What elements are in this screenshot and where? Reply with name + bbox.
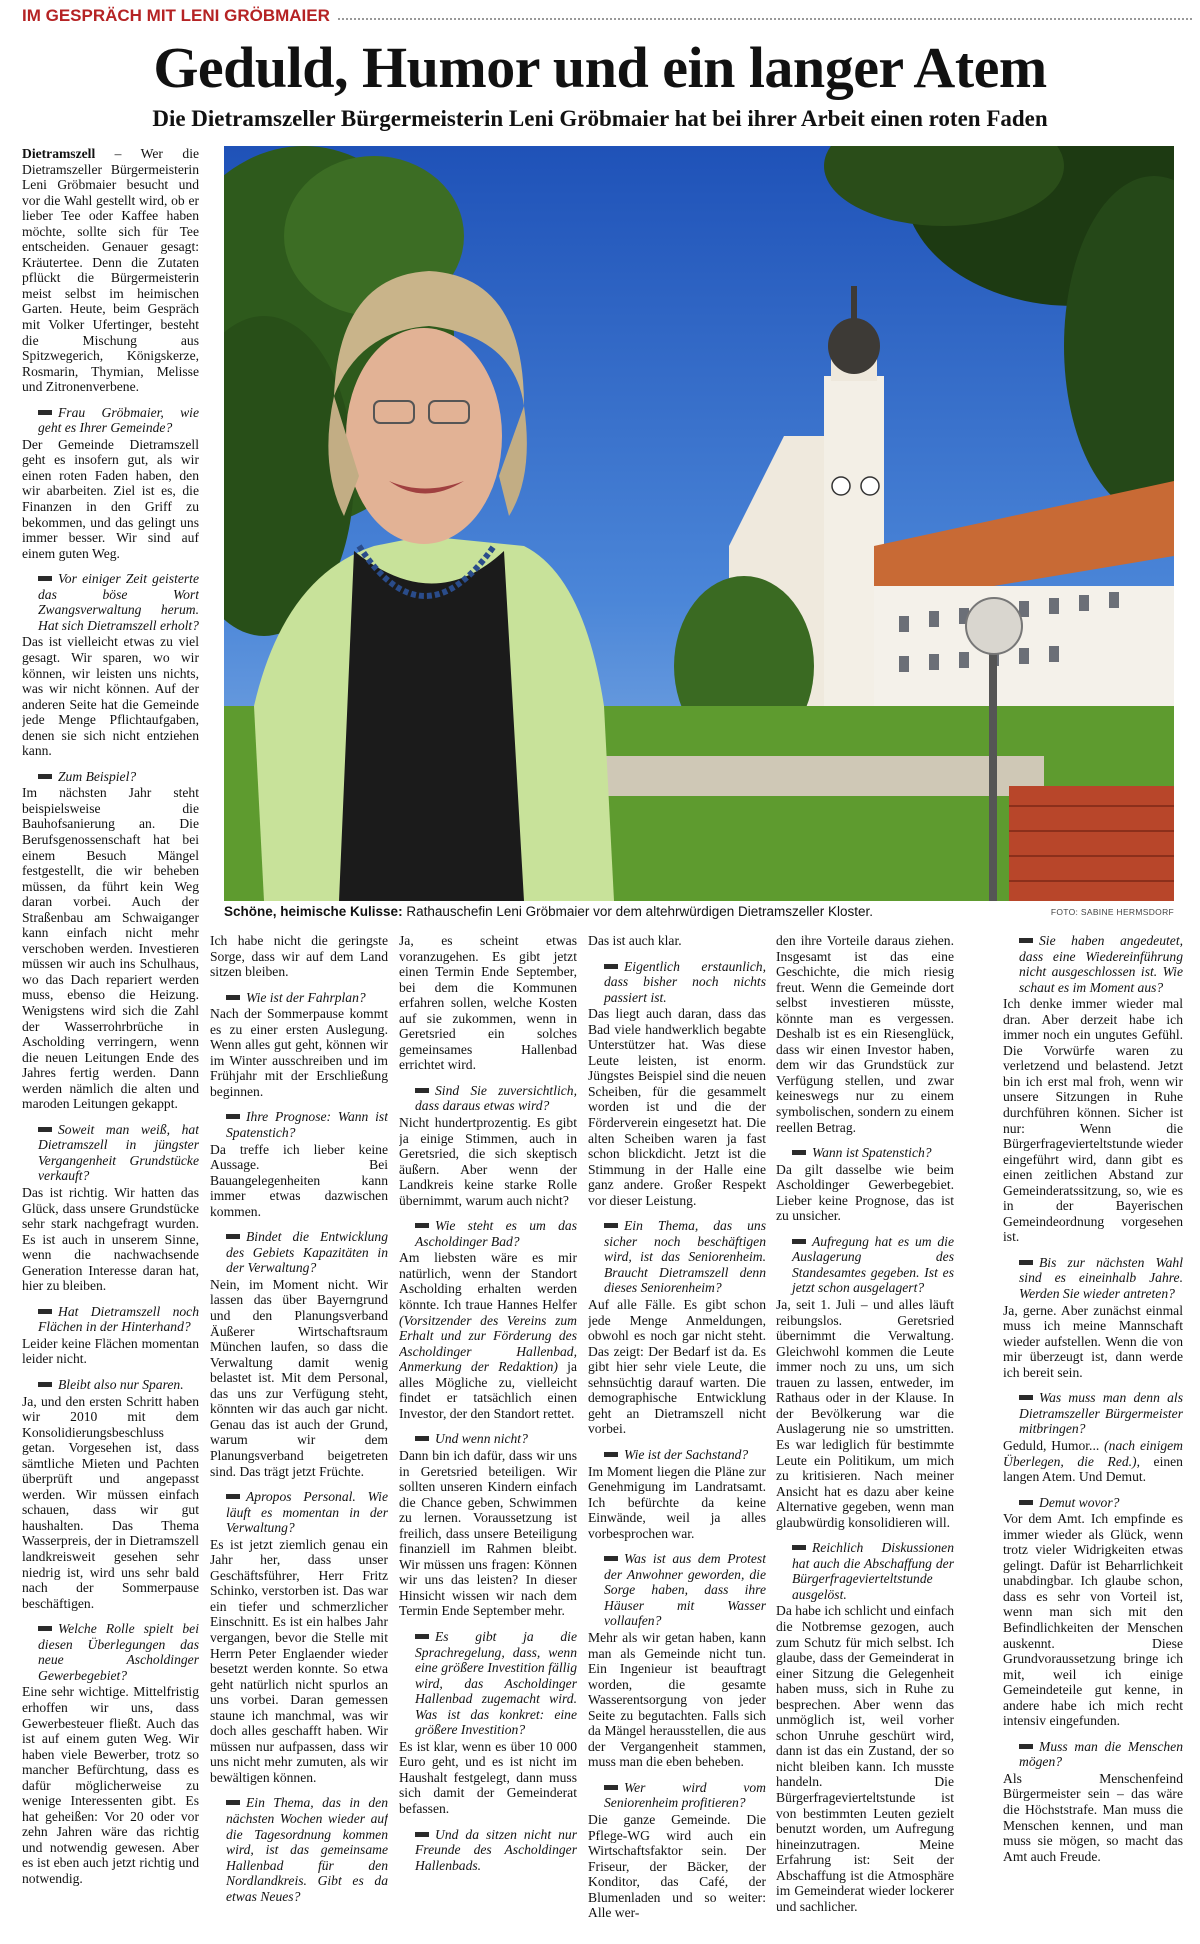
answer: Mehr als wir getan haben, kann man als Gemeinde nicht tun. Ein Ingenieur ist beauftragt worden, die gesamte Wasserentsorgung von jeder Seite zu begutachten. Falls sich da Mängel herausstellen, die aus der Vergangenheit stammen, muss man die eben beheben. (588, 1629, 766, 1770)
answer: Das ist auch klar. (588, 933, 682, 948)
answer: Am liebsten wäre es mir natürlich, wenn der Standort Ascholding erhalten werden könnte. Ich traue Hannes Helfer (Vorsitzender des Vereins zum Erhalt und zur Förderung des Ascholdinger Hallenbad, Anmerkung der Redaktion) ja alles Mögliche zu, vielleicht findet er tatsächlich einen Investor, der den Standort rettet. (399, 1250, 577, 1421)
question: Vor einiger Zeit geisterte das böse Wort Zwangsverwaltung herum. Hat sich Dietramszell erholt? (22, 571, 199, 633)
answer: den ihre Vorteile daraus ziehen. Insgesamt ist das eine Geschichte, die mich riesig freut. Wenn die Gemeinde dort selbst investieren müsste, könnte man es vergessen. Deshalb ist es ein Riesenglück, dass wir einen Investor haben, dem wir das Grundstück zur Verfügung stellen, und zwar keineswegs nur zu einem symbolischen, sondern zu einem reellen Betrag. (776, 933, 954, 1135)
answer: Nein, im Moment nicht. Wir lassen das über Bayerngrund und den Planungsverband Äußerer Wirtschaftsraum München laufen, so dass die Verwaltung damit wenig belastet ist. Mit dem Personal, das uns zur Verfügung steht, könnten wir das auch gar nicht. Genau das ist auch der Grund, warum wir dem Planungsverband beigetreten sind. Das trägt jetzt Früchte. (210, 1276, 388, 1479)
answer: Da gilt dasselbe wie beim Ascholdinger Gewerbegebiet. Lieber keine Prognose, das ist zu unsicher. (776, 1161, 954, 1224)
question: Es gibt ja die Sprachregelung, dass, wenn eine größere Investition fällig wird, das Ascholdinger Hallenbad zugemacht wird. Was ist das konkret: eine größere Investition? (399, 1629, 577, 1738)
answer: Ja, es scheint etwas voranzugehen. Es gibt jetzt einen Termin Ende September, bei dem die Kommunen erfahren sollen, welche Kosten auf sie zukommen, wenn in Geretsried ein solches gemeinsames Hallenbad errichtet wird. (399, 933, 577, 1073)
photo-credit: FOTO: SABINE HERMSDORF (1050, 907, 1174, 917)
column-3 (399, 933, 577, 1938)
answer: Das liegt auch daran, dass das Bad viele handwerklich begabte Unterstützer hat. Was diese Leute leisten, ist enorm. Jüngstes Beispiel sind die neuen Scheiben, für die gesammelt worden ist und die der Förderverein eingesetzt hat. Die alten Scheiben waren ja fast schon blickdicht. Jetzt ist die Stimmung in der Halle eine ganz andere. Großer Respekt vor dieser Leistung. (588, 1006, 766, 1208)
answer: Leider keine Flächen momentan leider nicht. (22, 1335, 199, 1367)
answer: Die ganze Gemeinde. Die Pflege-WG wird auch ein Wirtschaftsfaktor sein. Der Friseur, der Bäcker, der Konditor, das Café, der Blumenladen und so weiter: Alle wer- (588, 1811, 766, 1921)
question: Apropos Personal. Wie läuft es momentan in der Verwaltung? (210, 1489, 388, 1536)
answer: Im Moment liegen die Pläne zur Genehmigung im Landratsamt. Ich befürchte da keine Einwände, weil ja alles vorbesprochen war. (588, 1463, 766, 1541)
answer: Nach der Sommerpause kommt es zu einer ersten Auslegung. Wenn alles gut geht, können wir im Winter ausschreiben und im Frühjahr mit der Erschließung beginnen. (210, 1006, 388, 1099)
caption-text: Rathauschefin Leni Gröbmaier vor dem altehrwürdigen Dietramszeller Kloster. (402, 904, 874, 919)
answer: Nicht hundertprozentig. Es gibt ja einige Stimmen, auch in Geretsried, die sich skeptisch äußern. Aber wenn der Landkreis keine starke Rolle übernimmt, warum auch nicht? (399, 1115, 577, 1208)
answer: Das ist richtig. Wir hatten das Glück, dass unsere Grundstücke sehr stark nachgefragt wurden. Es ist auch in unserem Sinne, wenn die nachwachsende Generation Interesse daran hat, hier zu bleiben. (22, 1185, 199, 1294)
question: Sie haben angedeutet, dass eine Wiedereinführung nicht ausgeschlossen ist. Wie schaut es im Moment aus? (1003, 933, 1183, 995)
answer: Ich denke immer wieder mal dran. Aber derzeit habe ich immer noch ein ungutes Gefühl. Die Vorwürfe waren zu verletzend und belastend. Jetzt bin ich erst mal froh, wenn wir unsere Sitzungen in Ruhe durchführen können. Sicher ist nur: Wenn die Bürgerfragevierteltstunde wieder eingeführt wird, dann gibt es einen zeitlichen Abstand zur Gemeinderatssitzung, so, wie es in der Bayerischen Gemeindeordnung vorgesehen ist. (1003, 996, 1183, 1245)
question: Hat Dietramszell noch Flächen in der Hinterhand? (22, 1304, 199, 1335)
answer: Da habe ich schlicht und einfach die Notbremse gezogen, auch zum Schutz für mich selbst. Ich glaube, dass der Gemeinderat in einer Sitzung die Gelegenheit haben muss, sich in Ruhe zu besprechen. Aber wenn das unmöglich ist, weil vorher schon Unruhe geschürt wird, dann ist das ein Zustand, der so nicht bleiben kann. Ich musste handeln. Die Bürgerfragevierteltstunde ist von bestimmten Leuten gezielt benutzt worden, um Aufregung hineinzutragen. Meine Erfahrung ist: Seit der Abschaffung ist die Atmosphäre im Gemeinderat wieder lockerer und sachlicher. (776, 1603, 954, 1914)
answer: Es ist jetzt ziemlich genau ein Jahr her, dass unser Geschäftsführer, Herr Fritz Schinko, verstorben ist. Das war ein tiefer und schmerzlicher Einschnitt. Es ist ein halbes Jahr vergangen, bevor die Stelle mit Herrn Peter Englaender wieder besetzt werden konnte. So etwa geht natürlich nicht spurlos an uns vorbei. Daran gemessen staune ich manchmal, was wir doch alles geschafft haben. Wir müssen nur aufpassen, dass wir uns nicht mehr zumuten, als wir bewältigen können. (210, 1536, 388, 1785)
question: Was ist aus dem Protest der Anwohner geworden, die Sorge haben, dass ihre Häuser mit Wasser vollaufen? (588, 1551, 766, 1629)
column-6 (1003, 933, 1183, 1938)
answer: Ja, seit 1. Juli – und alles läuft reibungslos. Geretsried übernimmt die Verwaltung. Gleichwohl kommen die Leute immer noch zu uns, um sich trauen zu lassen, entweder, im Rathaus oder in der Klause. In der Bevölkerung war die Auslagerung nie so umstritten. Es war lediglich für bestimmte Leute ein Politikum, um mich zu kritisieren. Nach meiner Ansicht hat es dazu aber keine Alternative gegeben, wenn man glaubwürdig konsolidieren will. (776, 1297, 954, 1530)
answer: Es ist klar, wenn es über 10 000 Euro geht, und es ist nicht im Haushalt festgelegt, dann muss sich damit der Gemeinderat befassen. (399, 1738, 577, 1816)
column-2 (210, 933, 388, 1938)
editorial-note: (nach einigem Überlegen, die Red.) (1003, 1437, 1183, 1469)
question: Wer wird vom Seniorenheim profitieren? (588, 1780, 766, 1811)
answer: Ja, gerne. Aber zunächst einmal muss ich meine Mannschaft wieder aufstellen. Wenn die von mir überzeugt ist, dann werde ich bereit sein. (1003, 1302, 1183, 1380)
answer: Vor dem Amt. Ich empfinde es immer wieder als Glück, wenn trotz vieler Widrigkeiten etwas gelingt. Dafür ist Beharrlichkeit unabdingbar. Ich glaube schon, dass es sehr von Vorteil ist, wenn man sich mit den Befindlichkeiten der Menschen auskennt. Diese Grundvoraussetzung bringe ich mit, weil ich einige Gemeindeteile gut kenne, in andere habe ich mich recht intensiv eingefunden. (1003, 1511, 1183, 1729)
question: Bis zur nächsten Wahl sind es eineinhalb Jahre. Werden Sie wieder antreten? (1003, 1255, 1183, 1302)
question: Frau Gröbmaier, wie geht es Ihrer Gemeinde? (22, 405, 199, 436)
answer: Da treffe ich lieber keine Aussage. Bei Bauangelegenheiten kann immer etwas dazwischen kommen. (210, 1141, 388, 1219)
question: Reichlich Diskussionen hat auch die Abschaffung der Bürgerfragevierteltstunde ausgelöst. (776, 1540, 954, 1602)
answer: Im nächsten Jahr steht beispielsweise die Bauhofsanierung an. Die Berufsgenossenschaft hat bei einem Besuch Mängel festgestellt, die wir beheben müssen, da führt kein Weg daran vorbei. Auch der Straßenbau am Schwaiganger kann einfach nicht mehr verschoben werden. Investieren müssen wir auch ins Schulhaus, wo das Dach repariert werden muss, ebenso die Heizung. Wenigstens wird sich die Zahl der Wasserrohrbrüche in Ascholding verringern, wenn die neuen Leitungen Ende des Jahres fertig werden. Dann werden nämlich die alten und maroden Leitungen gekappt. (22, 785, 199, 1112)
question: Eigentlich erstaunlich, dass bisher noch nichts passiert ist. (588, 959, 766, 1006)
question: Ihre Prognose: Wann ist Spatenstich? (210, 1109, 388, 1140)
question: Soweit man weiß, hat Dietramszell in jüngster Vergangenheit Grundstücke verkauft? (22, 1122, 199, 1184)
photo-caption (224, 904, 1174, 924)
answer: Ja, und den ersten Schritt haben wir 2010 mit dem Konsolidierungsbeschluss getan. Vorgesehen ist, dass sämtliche Mieten und Pachten überprüft und angepasst werden. Wir müssen einfach schauen, dass wir gut haushalten. Das Thema Wasserpreis, der in Dietramszell landkreisweit gesehen sehr niedrig ist, wird uns sehr bald nach der Sommerpause beschäftigen. (22, 1393, 199, 1611)
question: Bleibt also nur Sparen. (22, 1377, 199, 1393)
answer: Dann bin ich dafür, dass wir uns in Geretsried beteiligen. Wir sollten unseren Kindern einfach die Chance geben, Schwimmen zu lernen. Voraussetzung ist freilich, dass unsere Beteiligung finanziell im Rahmen bleibt. Wir müssen uns fragen: Können wir uns das leisten? In dieser Hinsicht wissen wir nach dem Termin Ende September mehr. (399, 1447, 577, 1619)
question: Welche Rolle spielt bei diesen Überlegungen das neue Ascholdinger Gewerbegebiet? (22, 1621, 199, 1683)
question: Ein Thema, das uns sicher noch beschäftigen wird, ist das Seniorenheim. Braucht Dietramszell denn dieses Seniorenheim? (588, 1218, 766, 1296)
question: Bindet die Entwicklung des Gebiets Kapazitäten in der Verwaltung? (210, 1229, 388, 1276)
caption-lead: Schöne, heimische Kulisse: (224, 904, 403, 919)
headline: Geduld, Humor und ein langer Atem (153, 35, 1047, 100)
question: Wann ist Spatenstich? (776, 1145, 954, 1161)
answer: Eine sehr wichtige. Mittelfristig erhoffen wir uns, dass Gewerbesteuer fließt. Auch das ist auf einem guten Weg. Wir haben viele Bewerber, trotz so mancher Befürchtung, dass es dafür möglicherweise zu wenige Interessenten gibt. Es hat geheißen: Vor 20 oder vor zehn Jahren wäre das richtig und notwendig gewesen. Aber es ist eben auch jetzt richtig und notwendig. (22, 1684, 199, 1886)
column-4 (588, 933, 766, 1938)
question: Zum Beispiel? (22, 769, 199, 785)
question: Sind Sie zuversichtlich, dass daraus etwas wird? (399, 1083, 577, 1114)
answer: Ich habe nicht die geringste Sorge, dass wir auf dem Land sitzen bleiben. (210, 933, 388, 980)
answer: Auf alle Fälle. Es gibt schon jede Menge Anmeldungen, obwohl es noch gar nicht steht. Das zeigt: Der Bedarf ist da. Es gibt hier sehr viele Leute, die sehnsüchtig darauf warten. Die demographische Entwicklung geht an Dietramszell nicht vorbei. (588, 1297, 766, 1437)
intro-paragraph: Dietramszell – Wer die Dietramszeller Bürgermeisterin Leni Gröbmaier besucht und vor die Wahl gestellt wird, ob er lieber Tee oder Kaffee haben möchte, sollte sich für Tee entscheiden. Genauer gesagt: Kräutertee. Denn die Zutaten pflückt die Bürgermeisterin meist selbst im heimischen Garten. Heute, beim Gespräch mit Volker Ufertinger, besteht die Mischung aus Spitzwegerich, Königskerze, Rosmarin, Thymian, Melisse und Zitronenverbene. (22, 146, 199, 395)
question: Was muss man denn als Dietramszeller Bürgermeister mitbringen? (1003, 1390, 1183, 1437)
question: Wie steht es um das Ascholdinger Bad? (399, 1218, 577, 1249)
subline: Die Dietramszeller Bürgermeisterin Leni Gröbmaier hat bei ihrer Arbeit einen roten Faden (152, 106, 1048, 131)
column-5 (776, 933, 954, 1938)
question: Und da sitzen nicht nur Freunde des Ascholdinger Hallenbads. (399, 1827, 577, 1874)
answer: Das ist vielleicht etwas zu viel gesagt. Wir sparen, wo wir können, wir leisten uns nichts, was wir nicht können. Auf der anderen Seite hat die Gemeinde jede Menge Pflichtaufgaben, denen sie sich nicht entziehen kann. (22, 634, 199, 759)
photo-illustration (224, 146, 1174, 901)
question: Ein Thema, das in den nächsten Wochen wieder auf die Tagesordnung kommen wird, ist das gemeinsame Hallenbad für den Nordlandkreis. Gibt es da etwas Neues? (210, 1795, 388, 1904)
answer: Der Gemeinde Dietramszell geht es insofern gut, als wir einen roten Faden haben, den wir abarbeiten. Ziel ist es, die Finanzen in den Griff zu bekommen, und das gelingt uns immer besser. Wir sind auf einem guten Weg. (22, 436, 199, 561)
photo (224, 146, 1174, 901)
question: Und wenn nicht? (399, 1431, 577, 1447)
question: Wie ist der Sachstand? (588, 1447, 766, 1463)
rubric: IM GESPRÄCH MIT LENI GRÖBMAIER (22, 6, 1192, 28)
question: Muss man die Menschen mögen? (1003, 1739, 1183, 1770)
question: Aufregung hat es um die Auslagerung des Standesamtes gegeben. Ist es jetzt schon ausgelagert? (776, 1234, 954, 1296)
answer: Als Menschenfeind Bürgermeister sein – das wäre die Höchststrafe. Man muss die Menschen kennen, und man muss sie mögen, so macht das Amt auch Freude. (1003, 1770, 1183, 1864)
editorial-note: (Vorsitzender des Vereins zum Erhalt und zur Förderung des Ascholdinger Hallenbad, Anmerkung der Redaktion) (399, 1312, 577, 1375)
answer: Geduld, Humor... (nach einigem Überlegen, die Red.), einen langen Atem. Und Demut. (1003, 1437, 1183, 1485)
question: Demut wovor? (1003, 1495, 1183, 1511)
question: Wie ist der Fahrplan? (210, 990, 388, 1006)
dateline: Dietramszell (22, 146, 96, 161)
column-1 (22, 146, 199, 1938)
